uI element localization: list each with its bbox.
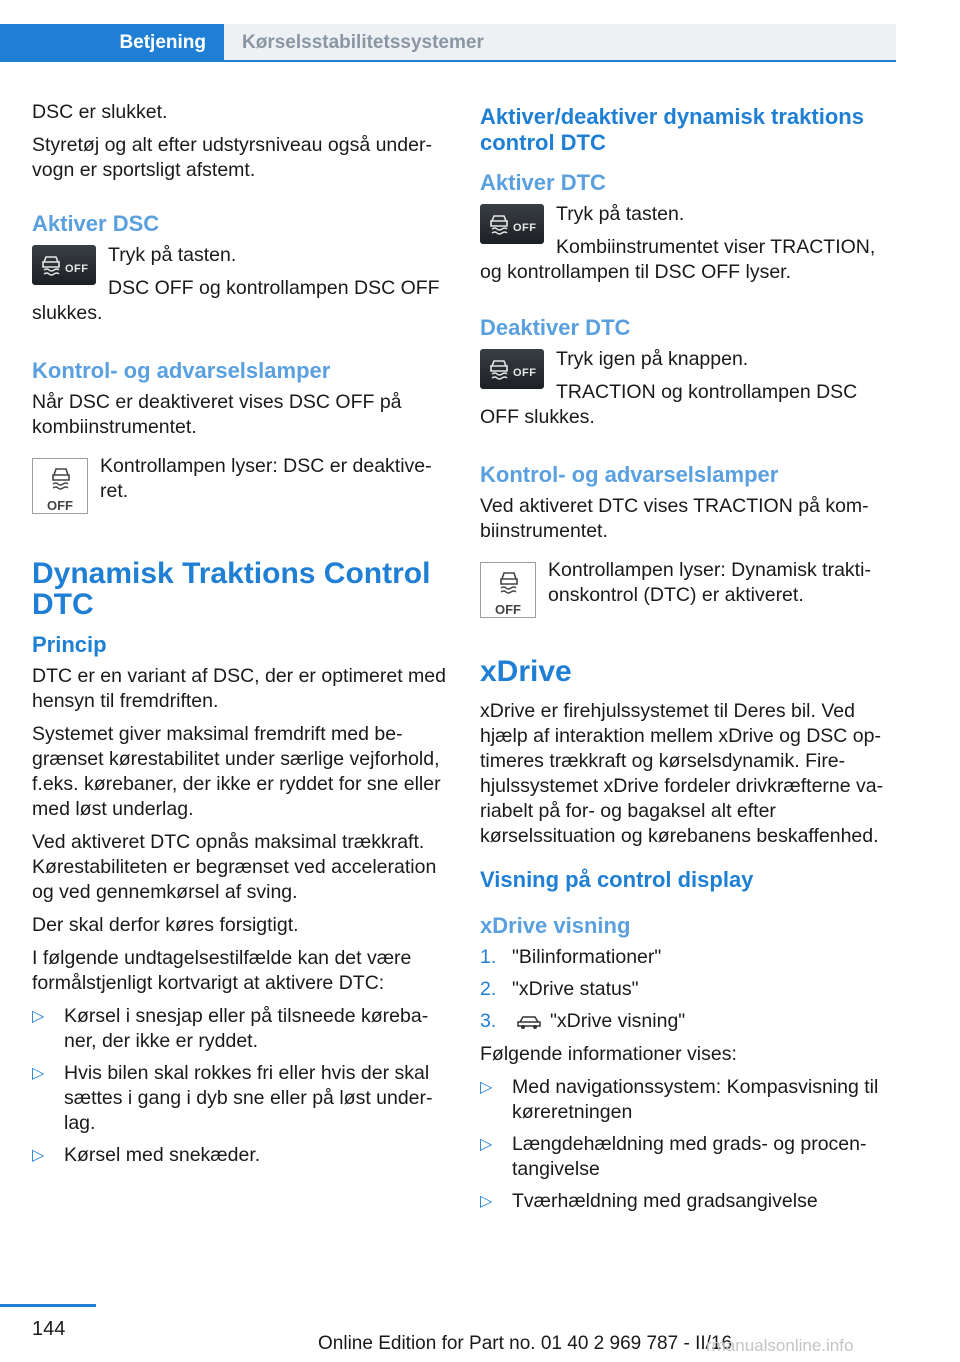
- list-item: ▷ Med navigationssystem: Kompasvisning til køreretningen: [480, 1076, 879, 1123]
- triangle-right-icon: ▷: [480, 1136, 493, 1153]
- kontrol-heading-right: Kontrol- og advarselslamper: [480, 462, 779, 487]
- section-tab: Betjening: [0, 24, 224, 62]
- aktiver-dsc-heading: Aktiver DSC: [32, 211, 160, 236]
- kontrol-lamp-row-right: [480, 558, 896, 622]
- aktiver-deaktiver-heading: Aktiver/deaktiver dynamisk traktions control DTC: [480, 104, 864, 155]
- xdrive-visning-heading: xDrive visning: [480, 913, 631, 938]
- princip-p1: DTC er en variant af DSC, der er optimeret med hensyn til fremdriften.: [32, 665, 446, 712]
- aktiver-dtc-step-1: Tryk på tasten.: [556, 203, 685, 225]
- princip-p5: I følgende undtagelsestilfælde kan det være formålstjenligt kortvarigt at aktivere DTC:: [32, 947, 412, 994]
- kontrol-text-right: Ved aktiveret DTC vises TRACTION på kombiinstrumentet.: [480, 495, 869, 542]
- dtc-heading: Dynamisk Traktions Control DTC: [32, 557, 431, 621]
- list-item: ▷ Længdehældning med grads- og procentangivelse: [480, 1133, 867, 1180]
- dsc-off-lamp-icon: [480, 562, 536, 618]
- intro-text-1: DSC er slukket.: [32, 101, 168, 123]
- dsc-off-button-icon: [32, 245, 96, 285]
- list-item: ▷ Kørsel med snekæder.: [32, 1144, 261, 1166]
- deaktiver-dtc-step-2: TRACTION og kontrollampen DSC OFF slukkes.: [480, 381, 858, 428]
- vehicle-icon: [516, 1014, 542, 1030]
- kontrol-lamp-text-left: Kontrollampen lyser: DSC er deaktiveret.: [100, 455, 432, 502]
- list-item: ▷ Tværhældning med gradsangivelse: [480, 1190, 818, 1212]
- triangle-right-icon: ▷: [480, 1193, 493, 1210]
- lamp-off-label: OFF: [495, 602, 521, 617]
- tab-underline: [224, 60, 896, 62]
- dtc-bullet-list: [32, 1004, 448, 1168]
- list-item: ▷ Hvis bilen skal rokkes fri eller hvis der skal sættes i gang i dyb sne eller på løst underlag.: [32, 1062, 433, 1134]
- kontrol-heading-left: Kontrol- og advarselslamper: [32, 358, 331, 383]
- footer-rule: [0, 1304, 96, 1307]
- xdrive-steps-list: [480, 945, 896, 1034]
- watermark: rmanualsonline.info: [706, 1336, 854, 1355]
- princip-p2: Systemet giver maksimal fremdrift med begrænset kørestabilitet under særlige vejforhold, f.eks. kørebaner, der ikke er ryddet for sne eller med løst underlag.: [32, 723, 441, 820]
- kontrol-lamp-text-right: Kontrollampen lyser: Dynamisk traktionskontrol (DTC) er aktiveret.: [548, 559, 871, 606]
- list-item: ▷ Kørsel i snesjap eller på tilsneede kørebaner, der ikke er ryddet.: [32, 1005, 429, 1052]
- info-bullet-list: [480, 1075, 896, 1214]
- dsc-off-button-icon: [480, 349, 544, 389]
- princip-p3: Ved aktiveret DTC opnås maksimal trækkraft. Kørestabiliteten er begrænset ved acceleration og ved gennemkørsel af sving.: [32, 831, 437, 903]
- aktiver-dtc-block: [480, 202, 896, 293]
- dsc-off-button-icon: [480, 204, 544, 244]
- dsc-off-lamp-icon: [32, 458, 88, 514]
- header-tabs: [0, 24, 896, 62]
- princip-p4: Der skal derfor køres forsigtigt.: [32, 914, 299, 936]
- aktiver-dsc-block: [32, 243, 448, 334]
- triangle-right-icon: ▷: [32, 1008, 45, 1025]
- list-item: 1. "Bilinformationer": [480, 946, 662, 968]
- button-off-label: OFF: [65, 263, 89, 275]
- button-off-label: OFF: [513, 367, 537, 379]
- visning-heading: Visning på control display: [480, 867, 754, 892]
- button-off-label: OFF: [513, 222, 537, 234]
- deaktiver-dtc-step-1: Tryk igen på knappen.: [556, 348, 749, 370]
- xdrive-heading: xDrive: [480, 655, 572, 688]
- deaktiver-dtc-block: [480, 347, 896, 438]
- info-intro: Følgende informationer vises:: [480, 1043, 737, 1065]
- intro-text-2: Styretøj og alt efter udstyrsniveau også undervogn er sportsligt afstemt.: [32, 134, 432, 181]
- princip-heading: Princip: [32, 632, 107, 657]
- triangle-right-icon: ▷: [32, 1065, 45, 1082]
- aktiver-dtc-step-2: Kombiinstrumentet viser TRACTION, og kontrollampen til DSC OFF lyser.: [480, 236, 876, 283]
- xdrive-text: xDrive er firehjulssystemet til Deres bil. Ved hjælp af interaktion mellem xDrive og DSC optimeres trækkraft og kørselsdynamik. Firehjulssystemet xDrive fordeler drivkræfterne variabelt på for- og bagaksel alt efter kørselssituation og kørebanens beskaffenhed.: [480, 700, 884, 847]
- lamp-off-label: OFF: [47, 498, 73, 513]
- page-number: 144: [32, 1318, 66, 1340]
- triangle-right-icon: ▷: [480, 1079, 493, 1096]
- aktiver-dsc-step-1: Tryk på tasten.: [108, 244, 237, 266]
- list-item: 3. "xDrive visning": [480, 1010, 686, 1032]
- edition-text: Online Edition for Part no. 01 40 2 969 787 - II/16: [318, 1333, 733, 1354]
- kontrol-text-left: Når DSC er deaktiveret vises DSC OFF på kombiinstrumentet.: [32, 391, 402, 438]
- right-column: [480, 104, 896, 1222]
- deaktiver-dtc-heading: Deaktiver DTC: [480, 315, 631, 340]
- kontrol-lamp-row-left: [32, 454, 448, 518]
- aktiver-dsc-step-2: DSC OFF og kontrollampen DSC OFF slukkes.: [32, 277, 440, 324]
- list-item: 2. "xDrive status": [480, 978, 639, 1000]
- chapter-tab: Kørselsstabilitetssystemer: [224, 24, 896, 62]
- aktiver-dtc-heading: Aktiver DTC: [480, 170, 606, 195]
- triangle-right-icon: ▷: [32, 1147, 45, 1164]
- left-column: [32, 100, 448, 1176]
